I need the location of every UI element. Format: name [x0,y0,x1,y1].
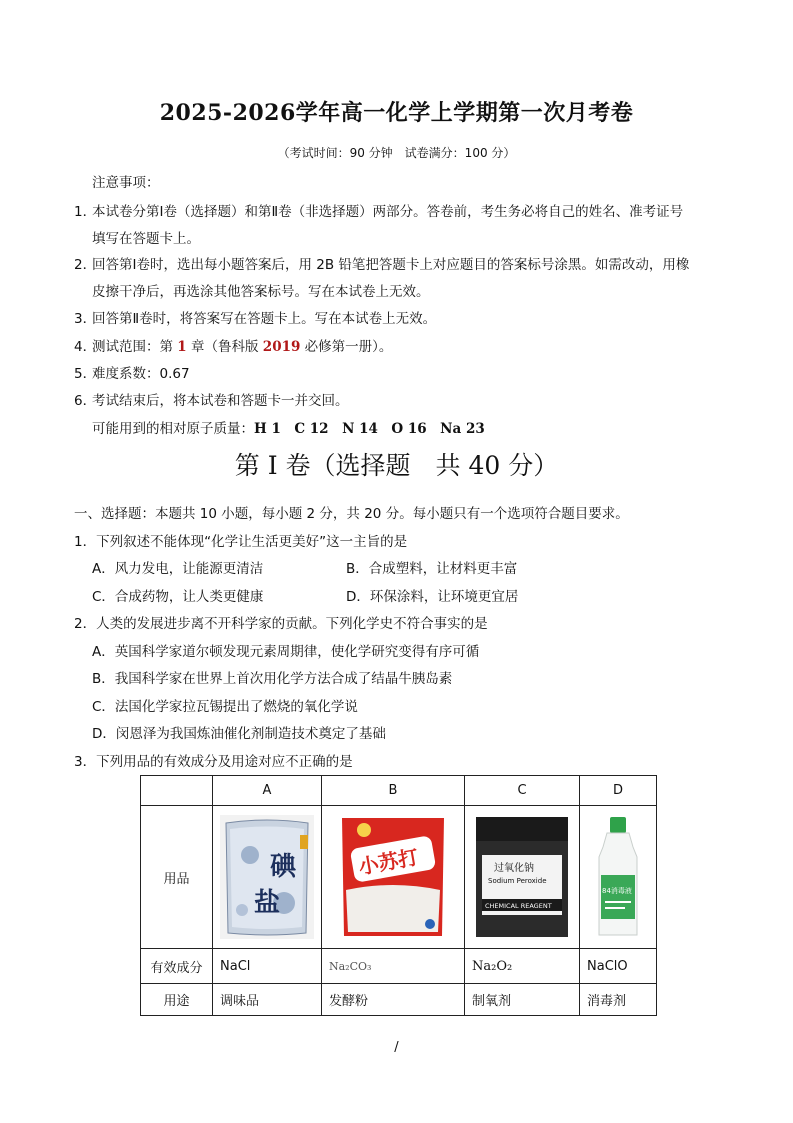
peroxide-cn-label: 过氧化钠 [494,863,534,874]
q3-item-a [213,806,322,949]
note-1-num: 1． [74,204,97,220]
q3-component-c: Na₂O₂ [465,949,580,984]
q2-option-b: B．我国科学家在世界上首次用化学方法合成了结晶牛胰岛素 [92,671,453,687]
q3-use-c: 制氧剂 [465,984,580,1016]
note-2-num: 2． [74,257,97,273]
q2-option-a: A．英国科学家道尔顿发现元素周期律，使化学研究变得有序可循 [92,644,480,660]
note-4-suffix: 必修第一册）。 [300,339,393,355]
note-4-mid: 章（鲁科版 [186,339,263,355]
bleach-bottle-image [593,815,643,939]
q3-component-label: 有效成分 [141,949,213,984]
q3-item-c [465,806,580,949]
reagent-label: CHEMICAL REAGENT [485,902,552,910]
q1-option-c: C．合成药物，让人类更健康 [92,589,264,605]
q3-item-b [322,806,465,949]
exam-title: 2025-2026学年高一化学上学期第一次月考卷 [159,100,634,126]
exam-subtitle: （考试时间：90 分钟 试卷满分：100 分） [277,146,516,160]
note-6-num: 6． [74,393,97,409]
sodium-peroxide-jar-image [474,815,570,939]
note-1-line-1: 本试卷分第Ⅰ卷（选择题）和第Ⅱ卷（非选择题）两部分。答卷前，考生务必将自己的姓名、准考证号 [92,204,684,220]
q3-item-d [580,806,657,949]
q3-use-d: 消毒剂 [580,984,657,1016]
q3-stem: 3．下列用品的有效成分及用途对应不正确的是 [74,754,353,770]
q3-component-row [141,949,657,984]
baking-soda-bag-image [338,814,448,940]
q3-table [140,775,657,1016]
section-1-title: 第 I 卷（选择题 共 40 分） [234,451,559,480]
salt-char-2: 盐 [254,888,281,918]
q3-header-row [141,776,657,806]
note-5-num: 5． [74,366,97,382]
salt-char-1: 碘 [270,852,297,882]
q3-use-row [141,984,657,1016]
q3-header-c: C [465,776,580,806]
q3-use-b: 发酵粉 [322,984,465,1016]
iodized-salt-bag-image [220,815,314,939]
atomic-mass-line [92,417,485,437]
page-number: / [394,1040,399,1055]
note-4-line [92,335,392,355]
q3-header-a: A [213,776,322,806]
section-1-instruction: 一、选择题：本题共 10 小题，每小题 2 分，共 20 分。每小题只有一个选项符合题目要求。 [74,506,629,522]
notes-heading: 注意事项： [92,175,160,191]
note-4-num: 4． [74,339,97,355]
q3-component-d: NaClO [580,949,657,984]
q2-option-c: C．法国化学家拉瓦锡提出了燃烧的氧化学说 [92,699,358,715]
q3-component-a: NaCl [213,949,322,984]
q3-use-a: 调味品 [213,984,322,1016]
q3-header-empty [141,776,213,806]
note-4-year: 2019 [262,339,301,355]
note-4-prefix: 测试范围：第 [92,339,178,355]
atomic-mass-prefix: 可能用到的相对原子质量： [92,421,254,437]
q2-option-d: D．闵恩泽为我国炼油催化剂制造技术奠定了基础 [92,726,386,742]
note-4-chapter: 1 [177,339,187,355]
q3-header-d: D [580,776,657,806]
note-3-line-1: 回答第Ⅱ卷时，将答案写在答题卡上。写在本试卷上无效。 [92,311,437,327]
q3-component-b: Na₂CO₃ [322,949,465,984]
q3-item-row [141,806,657,949]
q2-stem: 2．人类的发展进步离不开科学家的贡献。下列化学史不符合事实的是 [74,616,488,632]
atomic-mass-values: H 1 C 12 N 14 O 16 Na 23 [254,421,485,437]
note-6-line-1: 考试结束后，将本试卷和答题卡一并交回。 [92,393,349,409]
q3-header-b: B [322,776,465,806]
note-2-line-1: 回答第Ⅰ卷时，选出每小题答案后，用 2B 铅笔把答题卡上对应题目的答案标号涂黑。如需改动，用橡 [92,257,690,273]
soda-label: 小苏打 [356,844,421,879]
note-2-line-2: 皮擦干净后，再选涂其他答案标号。写在本试卷上无效。 [92,284,430,300]
note-1-line-2: 填写在答题卡上。 [92,231,200,247]
q1-option-b: B．合成塑料，让材料更丰富 [346,561,518,577]
note-5-line-1: 难度系数：0.67 [92,366,190,382]
q3-item-label: 用品 [141,806,213,949]
q1-stem: 1．下列叙述不能体现“化学让生活更美好”这一主旨的是 [74,534,408,550]
q1-option-a: A．风力发电，让能源更清洁 [92,561,264,577]
note-3-num: 3． [74,311,97,327]
peroxide-en-label: Sodium Peroxide [488,877,547,885]
q3-use-label: 用途 [141,984,213,1016]
bleach-label: 84消毒液 [602,887,632,895]
q1-option-d: D．环保涂料，让环境更宜居 [346,589,519,605]
